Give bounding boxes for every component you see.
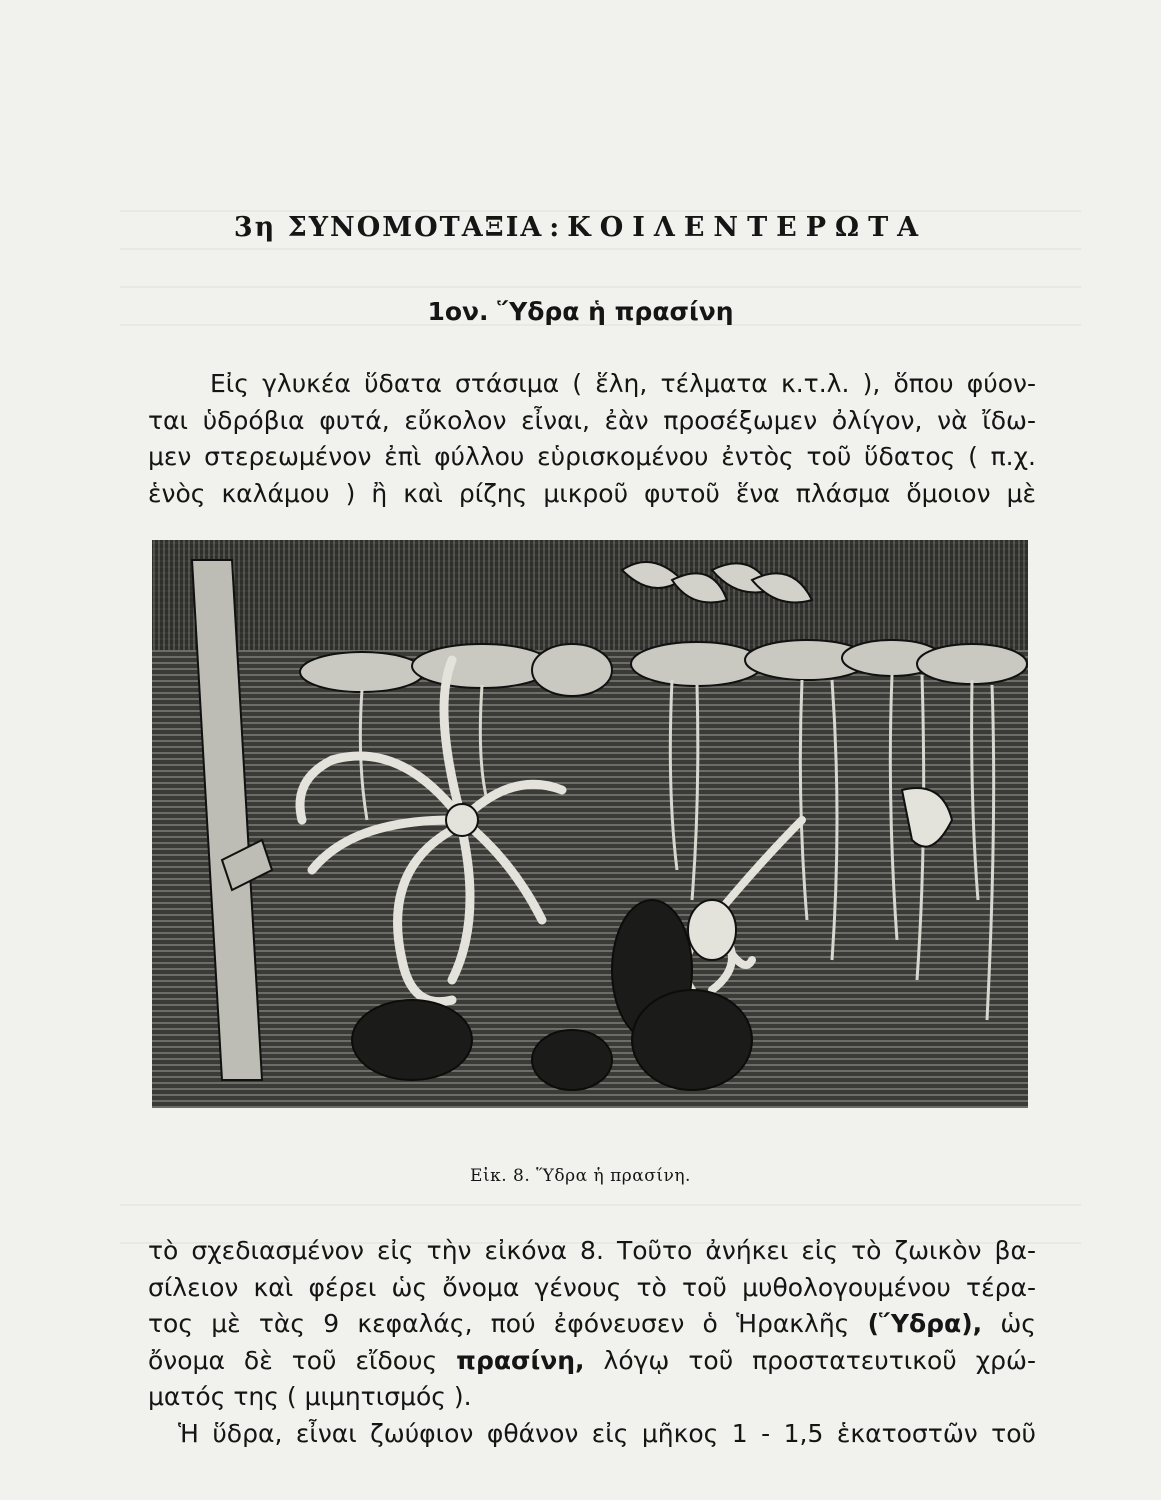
intro-line: ται ὑδρόβια φυτά, εὔκολον εἶναι, ἐὰν προσέξωμεν ὀλίγον, νὰ ἴδω-: [148, 405, 1036, 435]
figure-caption: Εἰκ. 8. Ὕδρα ἡ πρασίνη.: [470, 1166, 691, 1186]
species-term: πρασίνη,: [456, 1345, 585, 1375]
body-line: τὸ σχεδιασμένον εἰς τὴν εἰκόνα 8. Τοῦτο ἀνήκει εἰς τὸ ζωικὸν βα-: [148, 1236, 1036, 1265]
continuation-line: Ἡ ὕδρα, εἶναι ζωύφιον φθάνον εἰς μῆκος 1 - 1,5 ἑκατοστῶν τοῦ: [178, 1419, 1036, 1448]
body-line: [148, 1306, 1036, 1343]
bleed-through-line: [120, 1204, 1081, 1206]
body-paragraph: [148, 1233, 1036, 1416]
bleed-through-line: [120, 248, 1081, 250]
heading-prefix: 3η ΣΥΝΟΜΟΤΑΞΙΑ: [233, 212, 544, 243]
body-line-text: λόγῳ τοῦ προστατευτικοῦ χρώ-: [603, 1345, 1036, 1375]
body-line-text: τος μὲ τὰς 9 κεφαλάς, πού ἐφόνευσεν ὁ Ἡρακλῆς: [148, 1309, 850, 1339]
body-line: σίλειον καὶ φέρει ὡς ὄνομα γένους τὸ τοῦ μυθολογουμένου τέρα-: [148, 1272, 1036, 1302]
section-heading: [0, 212, 1161, 243]
body-line: ματός της ( μιμητισμός ).: [148, 1382, 472, 1412]
intro-line: Εἰς γλυκέα ὕδατα στάσιμα ( ἕλη, τέλματα κ.τ.λ. ), ὅπου φύον-: [210, 369, 1036, 398]
intro-paragraph: [148, 366, 1036, 512]
body-line-text: ὡς: [1000, 1309, 1036, 1339]
bleed-through-line: [120, 286, 1081, 288]
subheading: 1ον. Ὕδρα ἡ πρασίνη: [427, 297, 734, 326]
body-line: [148, 1343, 1036, 1380]
intro-line: μεν στερεωμένον ἐπὶ φύλλου εὑρισκομένου ἐντὸς τοῦ ὕδατος ( π.χ.: [148, 442, 1036, 472]
continuation-paragraph: [148, 1416, 1036, 1453]
intro-line: ἑνὸς καλάμου ) ἢ καὶ ρίζης μικροῦ φυτοῦ ἕνα πλάσμα ὅμοιον μὲ: [148, 478, 1036, 508]
hydra-term: (Ὕδρα),: [867, 1309, 983, 1339]
heading-separator: :: [549, 212, 562, 243]
body-line-text: ὄνομα δὲ τοῦ εἴδους: [148, 1345, 438, 1375]
heading-name: ΚΟΙΛΕΝΤΕΡΩΤΑ: [567, 212, 928, 243]
hydra-illustration: [152, 540, 1028, 1108]
